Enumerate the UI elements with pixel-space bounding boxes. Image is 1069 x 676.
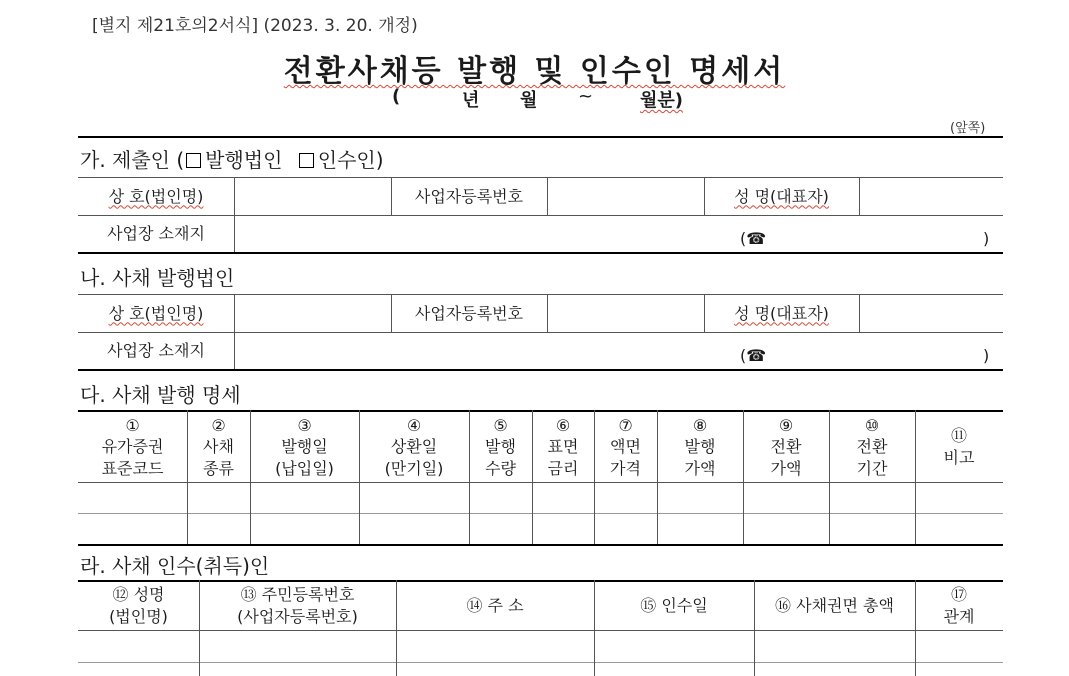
na-bizno-label: 사업자등록번호: [414, 303, 524, 323]
ra-column-header: ⑮ 인수일: [640, 596, 708, 616]
na-company-field[interactable]: [235, 295, 391, 332]
ga-address-label: 사업장 소재지: [107, 224, 205, 244]
da-column-header: ② 사채 종류: [203, 415, 234, 478]
da-column-header: ⑩ 전환 기간: [856, 415, 888, 478]
phone-icon: (☎: [740, 346, 767, 365]
period-open: (: [392, 86, 401, 107]
document-title: 전환사채등 발행 및 인수인 명세서: [283, 54, 786, 89]
ga-company-label: 상 호(법인명): [108, 186, 204, 206]
period-month-end: 월분): [640, 90, 684, 111]
da-column-header: ④ 상환일 (만기일): [384, 415, 444, 478]
ra-column-header: ⑬ 주민등록번호 (사업자등록번호): [237, 585, 358, 626]
ga-bizno-field[interactable]: [548, 178, 704, 215]
da-column-header: ⑦ 액면 가격: [610, 415, 641, 478]
da-column-header: ⑪ 비고: [943, 426, 975, 467]
ga-address-field[interactable]: (☎ ): [740, 229, 990, 248]
da-column-header: ⑧ 발행 가액: [684, 415, 716, 478]
da-column-header: ⑨ 전환 가액: [770, 415, 802, 478]
ga-name-field[interactable]: [860, 178, 1003, 215]
da-column-header: ⑥ 표면 금리: [547, 415, 579, 478]
da-column-header: ③ 발행일 (납입일): [275, 415, 334, 478]
option-issuer-label: 발행법인: [205, 148, 283, 172]
section-da-title: 다. 사채 발행 명세: [80, 383, 241, 407]
checkbox-issuer[interactable]: [186, 153, 201, 168]
section-na-title: 나. 사채 발행법인: [80, 266, 235, 290]
na-company-label: 상 호(법인명): [108, 303, 204, 323]
ra-column-header: ⑯ 사채권면 총액: [775, 596, 894, 616]
na-bizno-field[interactable]: [548, 295, 704, 332]
ra-column-header: ⑭ 주 소: [466, 596, 524, 616]
da-column-header: ① 유가증권 표준코드: [101, 415, 164, 478]
period-tilde: ~: [578, 86, 594, 107]
front-side-label: (앞쪽): [950, 121, 986, 136]
option-acquirer-label: 인수인): [317, 148, 384, 172]
ga-company-field[interactable]: [235, 178, 391, 215]
na-address-field[interactable]: (☎ ): [740, 346, 990, 365]
checkbox-acquirer[interactable]: [299, 153, 314, 168]
na-name-field[interactable]: [860, 295, 1003, 332]
section-ra-title: 라. 사채 인수(취득)인: [80, 554, 270, 578]
phone-icon: (☎: [740, 229, 767, 248]
period-month: 월: [520, 90, 538, 111]
rule: [78, 136, 1003, 138]
reporting-period: [392, 86, 692, 111]
ga-name-label: 성 명(대표자): [734, 186, 829, 206]
section-ga-title: 가. 제출인 ( 발행법인 인수인): [80, 148, 384, 172]
ra-column-header: ⑫ 성명 (법인명): [109, 585, 168, 626]
da-column-header: ⑤ 발행 수량: [485, 415, 516, 478]
ga-bizno-label: 사업자등록번호: [414, 186, 524, 206]
form-tag: [별지 제21호의2서식] (2023. 3. 20. 개정): [92, 16, 418, 36]
ra-column-header: ⑰ 관계: [943, 585, 975, 626]
na-name-label: 성 명(대표자): [734, 303, 829, 323]
na-address-label: 사업장 소재지: [107, 341, 205, 361]
period-year: 년: [462, 90, 480, 111]
